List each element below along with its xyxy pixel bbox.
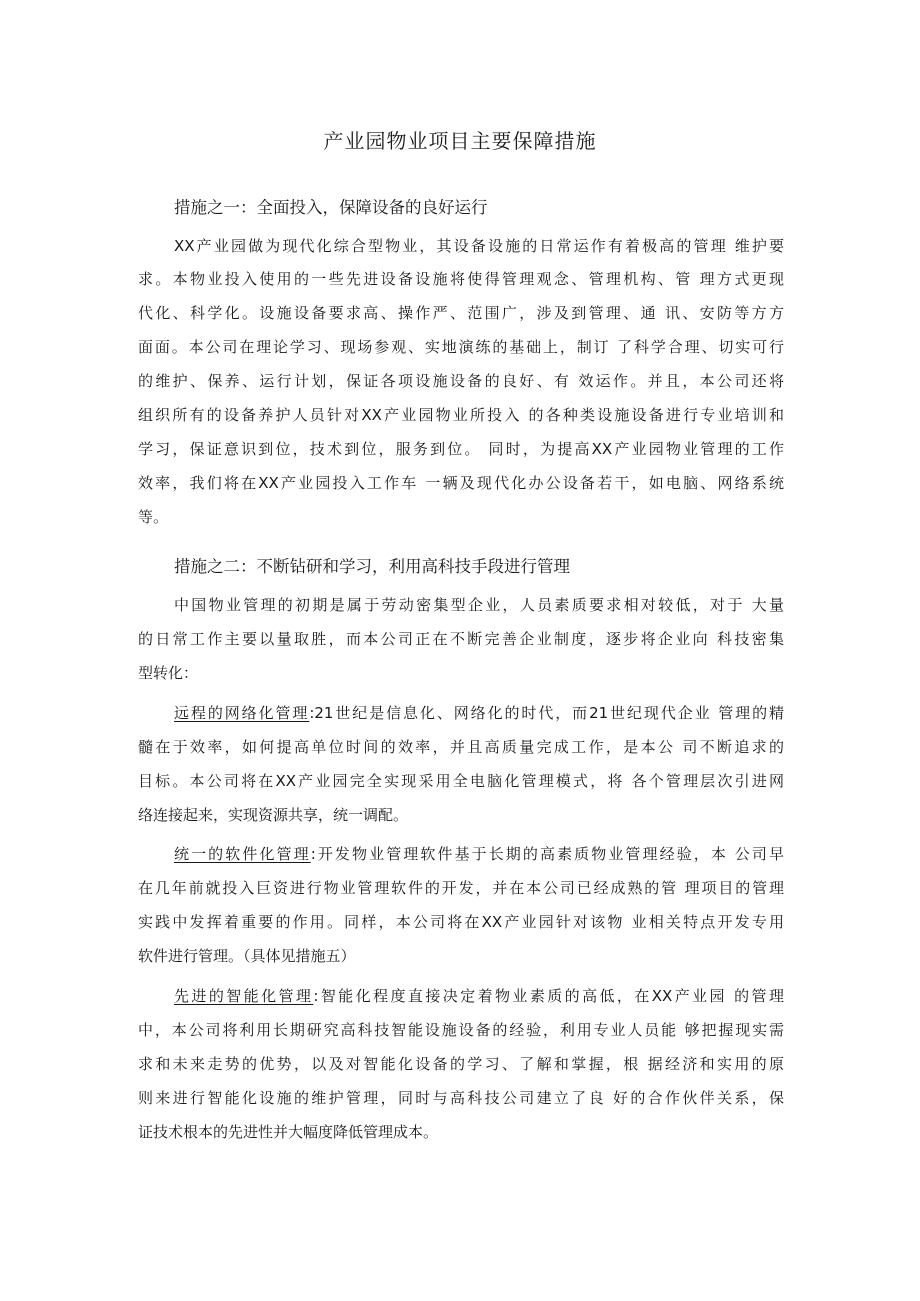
paragraph-line: 证技术根本的先进性并大幅度降低管理成本。 — [138, 1123, 439, 1141]
paragraph-line: 络连接起来，实现资源共享，统一调配。 — [138, 806, 409, 824]
paragraph-line: 型转化： — [138, 664, 199, 682]
paragraph-line: 则来进行智能化设施的维护管理，同时与高科技公司建立了良 好的合作伙伴关系，保 — [138, 1089, 784, 1107]
paragraph-line: 效率，我们将在XX产业园投入工作车 一辆及现代化办公设备若干，如电脑、网络系统 — [138, 474, 784, 492]
paragraph-line: 实践中发挥着重要的作用。同样，本公司将在XX产业园针对该物 业相关特点开发专用 — [138, 913, 784, 931]
item3-first-line — [174, 985, 784, 1007]
paragraph-line: 中国物业管理的初期是属于劳动密集型企业，人员素质要求相对较低，对于 大量 — [174, 596, 784, 614]
paragraph-line: 面面。本公司在理论学习、现场参观、实地演练的基础上，制订 了科学合理、切实可行 — [138, 338, 784, 356]
paragraph-line: 目标。本公司将在XX产业园完全实现采用全电脑化管理模式，将 各个管理层次引进网 — [138, 772, 784, 790]
item2-first-rest: :开发物业管理软件基于长期的高素质物业管理经验，本 公司早 — [310, 845, 784, 863]
paragraph-line: 求和未来走势的优势，以及对智能化设备的学习、了解和掌握，根 据经济和实用的原 — [138, 1055, 784, 1073]
paragraph-line: 学习，保证意识到位，技术到位，服务到位。 同时，为提高XX产业园物业管理的工作 — [138, 440, 784, 458]
paragraph-line: 中，本公司将利用长期研究高科技智能设施设备的经验，利用专业人员能 够把握现实需 — [138, 1021, 784, 1039]
section1-heading: 措施之一：全面投入，保障设备的良好运行 — [174, 198, 488, 217]
document-title: 产业园物业项目主要保障措施 — [323, 129, 597, 153]
paragraph-line: 求。本物业投入使用的一些先进设备设施将使得管理观念、管理机构、管 理方式更现 — [138, 270, 784, 288]
paragraph-line: 在几年前就投入巨资进行物业管理软件的开发，并在本公司已经成熟的管 理项目的管理 — [138, 879, 784, 897]
paragraph-line: 髓在于效率，如何提高单位时间的效率，并且高质量完成工作，是本公 司不断追求的 — [138, 738, 784, 756]
paragraph-line: 代化、科学化。设施设备要求高、操作严、范围广，涉及到管理、通 讯、安防等方方 — [138, 304, 784, 322]
paragraph-line: 等。 — [138, 508, 169, 526]
item2-first-line — [174, 843, 784, 865]
paragraph-line: 软件进行管理。（具体见措施五） — [138, 947, 356, 965]
section2-heading: 措施之二：不断钻研和学习，利用高科技手段进行管理 — [174, 557, 570, 576]
paragraph-line: 的维护、保养、运行计划，保证各项设施设备的良好、有 效运作。并且，本公司还将 — [138, 372, 784, 390]
item1-first-rest: :21世纪是信息化、网络化的时代，而21世纪现代企业 管理的精 — [309, 704, 784, 722]
paragraph-line: XX产业园做为现代化综合型物业，其设备设施的日常运作有着极高的管理 维护要 — [174, 237, 784, 255]
item1-first-line — [174, 702, 784, 724]
paragraph-line: 的日常工作主要以量取胜，而本公司正在不断完善企业制度，逐步将企业向 科技密集 — [138, 630, 784, 648]
paragraph-line: 组织所有的设备养护人员针对XX产业园物业所投入 的各种类设施设备进行专业培训和 — [138, 406, 784, 424]
item1-label: 远程的网络化管理 — [174, 704, 310, 722]
item2-label: 统一的软件化管理 — [174, 845, 311, 863]
item3-first-rest: :智能化程度直接决定着物业素质的高低，在XX产业园 的管理 — [313, 987, 784, 1005]
item3-label: 先进的智能化管理 — [174, 987, 314, 1005]
